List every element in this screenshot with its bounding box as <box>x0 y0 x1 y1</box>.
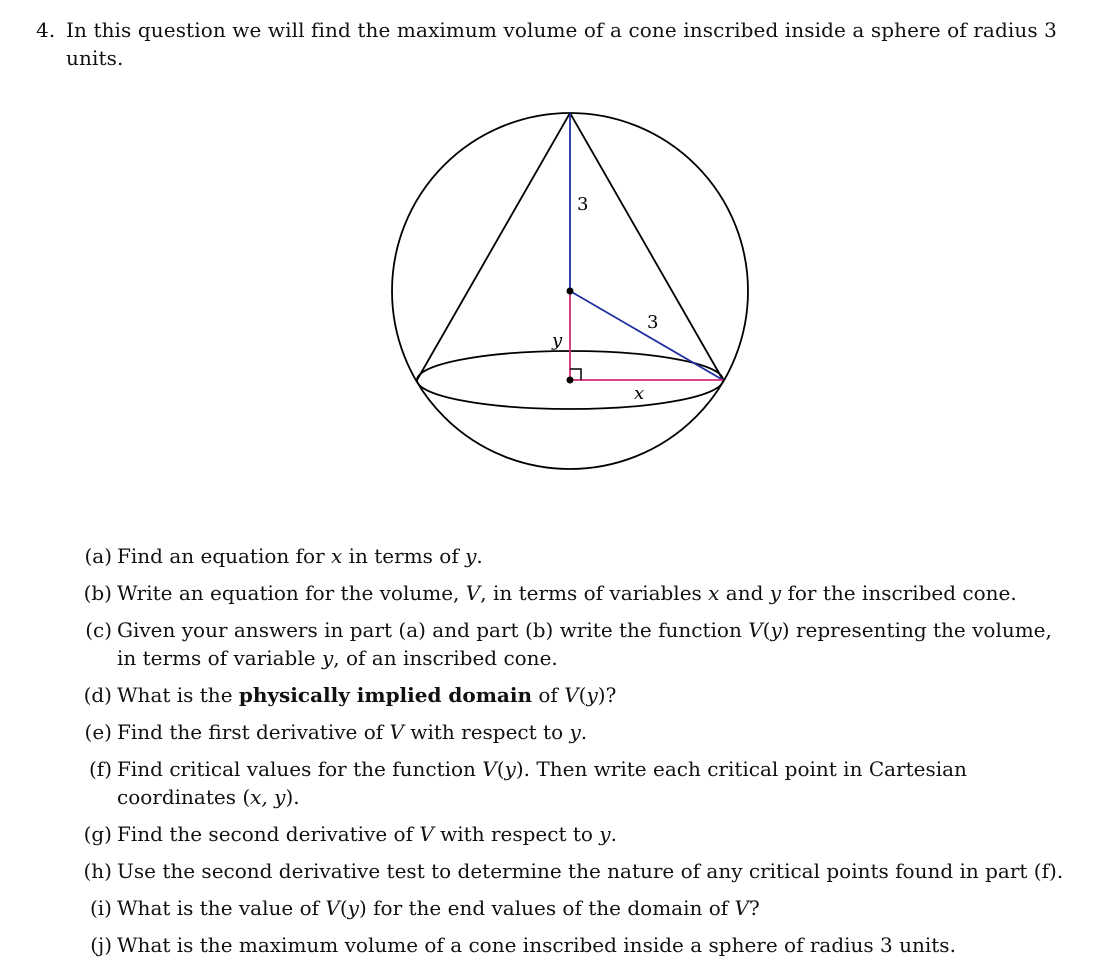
text-segment: for the inscribed cone. <box>781 581 1017 605</box>
math-variable: y <box>769 581 782 605</box>
part-i <box>72 894 1072 922</box>
cone-right-edge <box>570 113 723 380</box>
math-variable: V <box>734 896 749 920</box>
part-text <box>117 931 1072 959</box>
cone-in-sphere-diagram <box>380 100 760 480</box>
text-segment: . <box>610 822 617 846</box>
part-label: (i) <box>89 896 112 920</box>
part-text <box>117 616 1072 672</box>
text-segment: . <box>580 720 588 744</box>
text-segment: )? <box>597 683 617 707</box>
text-segment: Given your answers in part (a) and part (b) write the function <box>117 618 749 642</box>
question-number: 4. <box>36 18 56 42</box>
math-variable: V <box>419 822 434 846</box>
math-variable: y <box>569 720 581 744</box>
math-variable: x <box>708 581 720 605</box>
text-segment: ). Then write each critical point in Cartesian coordinates ( <box>117 757 967 809</box>
part-text <box>117 542 1072 570</box>
math-variable: V <box>482 757 497 781</box>
math-variable: y <box>770 618 782 642</box>
text-segment: ) for the end values of the domain of <box>358 896 735 920</box>
text-segment: ? <box>748 896 760 920</box>
text-segment: . <box>476 544 483 568</box>
part-text <box>117 894 1072 922</box>
math-variable: V <box>748 618 763 642</box>
math-variable: V <box>325 896 340 920</box>
text-segment: What is the maximum volume of a cone inscribed inside a sphere of radius 3 units. <box>117 933 956 957</box>
part-a <box>72 542 1072 570</box>
part-text <box>117 579 1072 607</box>
text-segment: of <box>532 683 565 707</box>
part-b <box>72 579 1072 607</box>
text-segment: ( <box>339 896 348 920</box>
part-j <box>72 931 1072 959</box>
math-variable: y <box>599 822 611 846</box>
part-label: (h) <box>83 859 112 883</box>
text-segment: , in terms of variables <box>480 581 709 605</box>
sphere-center-point <box>567 288 574 295</box>
part-label: (b) <box>83 581 112 605</box>
text-segment: Find an equation for <box>117 544 331 568</box>
part-c <box>72 616 1072 672</box>
text-segment: and <box>719 581 770 605</box>
radius-slant-line <box>570 291 723 380</box>
math-variable: y <box>347 896 359 920</box>
text-segment: What is the <box>117 683 239 707</box>
math-variable: y <box>504 757 516 781</box>
text-segment: with respect to <box>403 720 570 744</box>
question-text: In this question we will find the maximum volume of a cone inscribed inside a sphere of radius 3 units. <box>66 18 1057 70</box>
text-segment: ). <box>285 785 300 809</box>
label-x: x <box>634 383 645 404</box>
part-label: (a) <box>84 544 112 568</box>
part-label: (c) <box>85 618 112 642</box>
math-variable: V <box>465 581 481 605</box>
text-segment: Find the first derivative of <box>117 720 390 744</box>
part-text <box>117 718 1072 746</box>
math-variable: y <box>586 683 598 707</box>
base-center-point <box>567 377 574 384</box>
text-segment: Find critical values for the function <box>117 757 483 781</box>
text-segment: ( <box>762 618 771 642</box>
part-h <box>72 857 1072 885</box>
bold-text: physically implied domain <box>238 683 533 707</box>
math-variable: x <box>331 544 343 568</box>
math-variable: V <box>564 683 579 707</box>
label-radius-vertical: 3 <box>577 194 589 215</box>
part-label: (e) <box>84 720 112 744</box>
text-segment: with respect to <box>433 822 600 846</box>
text-segment: ( <box>578 683 587 707</box>
part-label: (g) <box>83 822 112 846</box>
math-variable: y <box>465 544 477 568</box>
math-variable: y <box>321 646 334 670</box>
cone-left-edge <box>417 113 570 380</box>
text-segment: Use the second derivative test to determine the nature of any critical points found in part (f). <box>117 859 1064 883</box>
part-label: (j) <box>90 933 112 957</box>
math-variable: V <box>389 720 404 744</box>
text-segment: ( <box>496 757 505 781</box>
part-text <box>117 857 1072 885</box>
part-g <box>72 820 1072 848</box>
part-label: (f) <box>88 757 112 781</box>
part-text <box>117 755 1072 811</box>
text-segment: What is the value of <box>117 896 326 920</box>
text-segment: ) representing the volume, in terms of variable <box>117 618 1052 670</box>
text-segment: in terms of <box>342 544 466 568</box>
part-e <box>72 718 1072 746</box>
part-text <box>117 681 1072 709</box>
part-label: (d) <box>83 683 112 707</box>
math-variable: x, y <box>250 785 286 809</box>
label-y: y <box>552 330 563 351</box>
text-segment: Write an equation for the volume, <box>117 581 466 605</box>
label-radius-slant: 3 <box>647 312 659 333</box>
part-f <box>72 755 1072 811</box>
text-segment: , of an inscribed cone. <box>333 646 558 670</box>
part-text <box>117 820 1072 848</box>
question-block <box>36 16 1076 72</box>
text-segment: Find the second derivative of <box>117 822 420 846</box>
part-d <box>72 681 1072 709</box>
